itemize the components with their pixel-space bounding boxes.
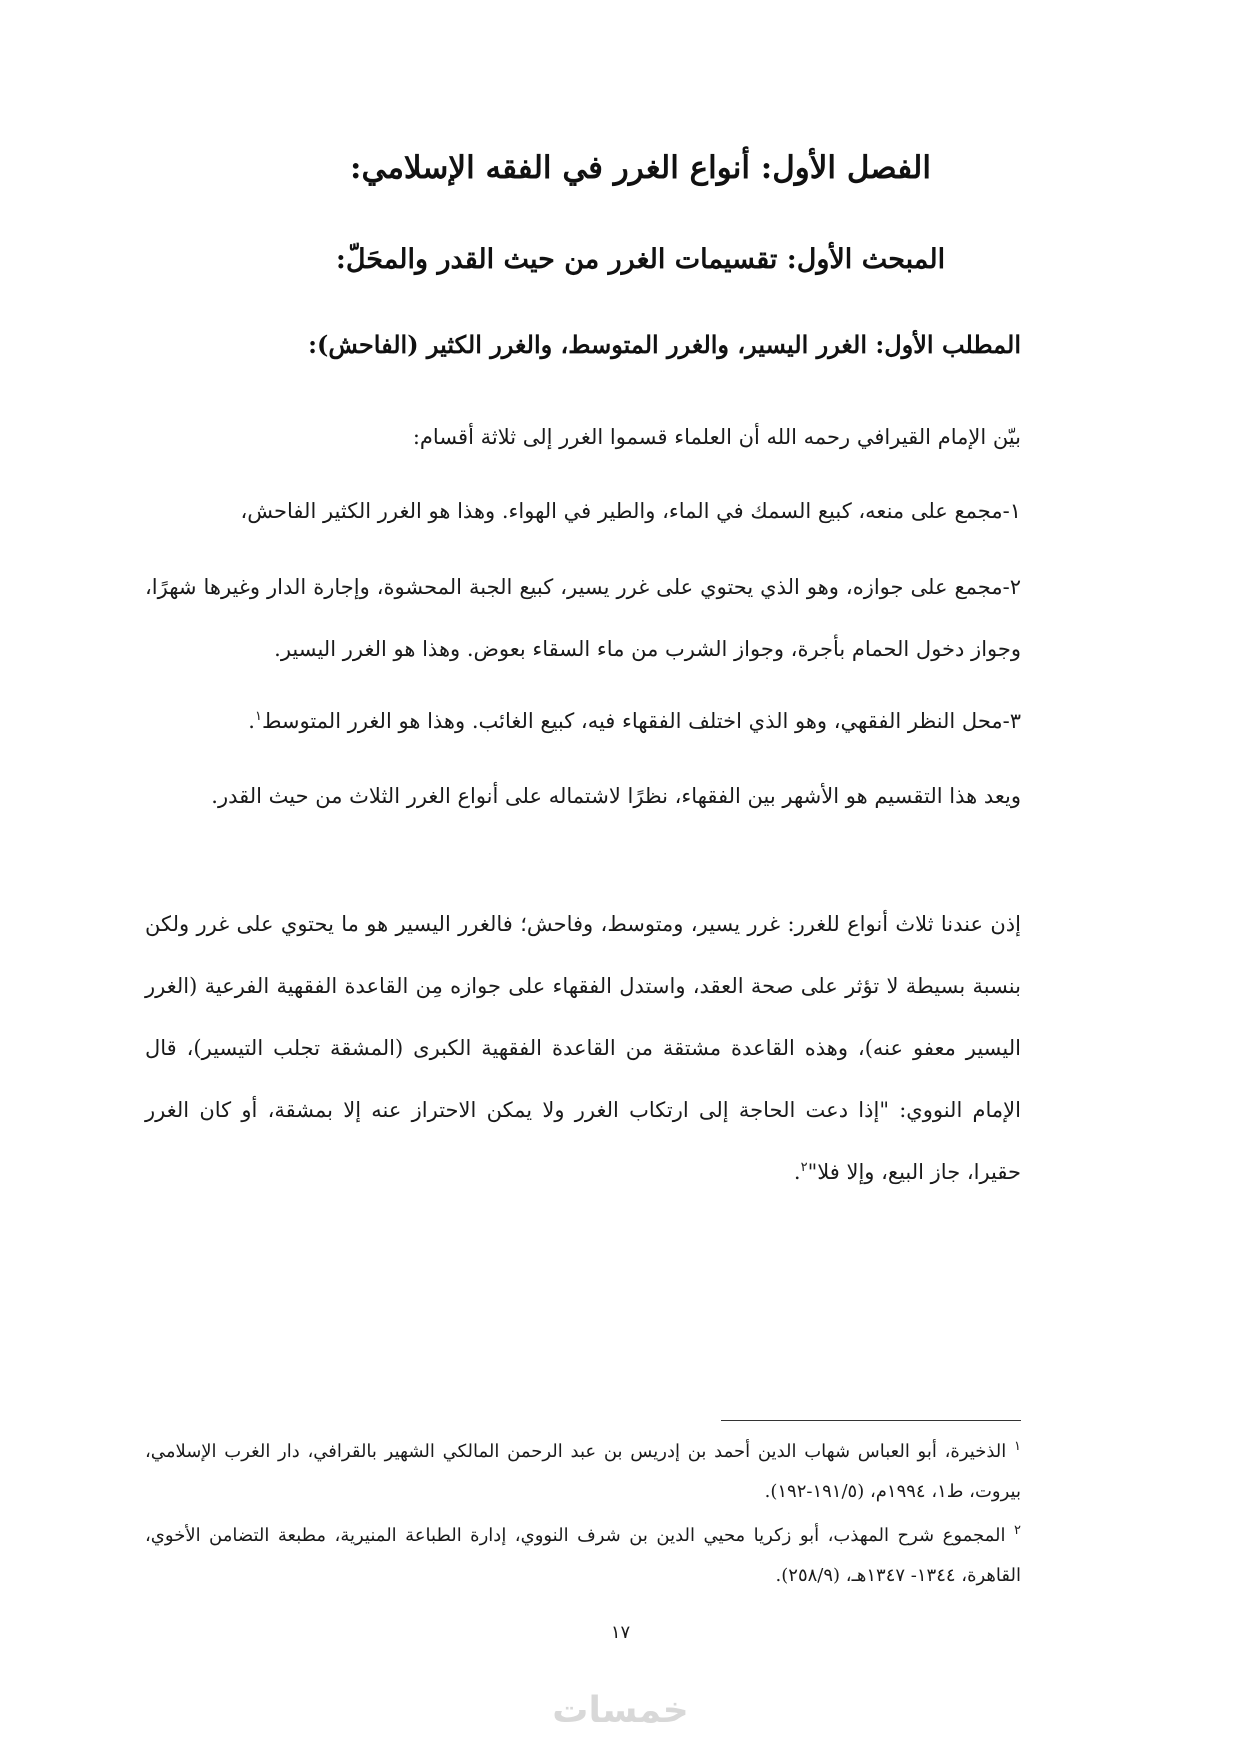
footnote-2 [145,1516,1021,1596]
section-title: المبحث الأول: تقسيمات الغرر من حيث القدر والمحَلّ: [335,244,946,275]
footnote-separator [721,1420,1021,1421]
list-item-1: ١-مجمع على منعه، كبيع السمك في الماء، والطير في الهواء. وهذا هو الغرر الكثير الفاحش، [240,499,1021,523]
paragraph-summary-text: إذن عندنا ثلاث أنواع للغرر: غرر يسير، ومتوسط، وفاحش؛ فالغرر اليسير هو ما يحتوي على غرر ولكن بنسبة بسيطة لا تؤثر على صحة العقد، واستدل الفقهاء على جوازه مِن القاعدة الفقهية الفرعية (الغرر اليسير معفو عنه)، وهذه القاعدة مشتقة من القاعدة الفقهية الكبرى (المشقة تجلب التيسير)، قال الإمام النووي: "إذا دعت الحاجة إلى ارتكاب الغرر ولا يمكن الاحتراز عنه إلا بمشقة، أو كان الغرر حقيرا، جاز البيع، وإلا فلا" [145,912,1021,1184]
subsection-title: المطلب الأول: الغرر اليسير، والغرر المتوسط، والغرر الكثير (الفاحش): [308,330,1021,359]
footnote-number: ١ [1014,1439,1021,1454]
paragraph-summary [145,893,1021,1203]
footnotes [145,1432,1021,1600]
footnote-1 [145,1432,1021,1512]
list-item-3 [145,690,1021,752]
footnote-number: ٢ [1014,1523,1021,1538]
list-item-2: ٢-مجمع على جوازه، وهو الذي يحتوي على غرر يسير، كبيع الجبة المحشوة، وإجارة الدار وغيرها شهرًا، وجواز دخول الحمام بأجرة، وجواز الشرب من ماء السقاء بعوض. وهذا هو الغرر اليسير. [145,575,1021,661]
watermark-logo: خمسات [552,1690,689,1731]
footnote-ref-2[interactable]: ٢ [800,1160,808,1175]
footnote-text: الذخيرة، أبو العباس شهاب الدين أحمد بن إدريس بن عبد الرحمن المالكي الشهير بالقرافي، دار الغرب الإسلامي، بيروت، ط١، ١٩٩٤م، (١٩١/٥-١٩٢). [145,1441,1021,1502]
footnote-text: المجموع شرح المهذب، أبو زكريا محيي الدين بن شرف النووي، إدارة الطباعة المنيرية، مطبعة التضامن الأخوي، القاهرة، ١٣٤٤- ١٣٤٧هـ، (٢٥٨/٩). [145,1525,1021,1586]
chapter-title: الفصل الأول: أنواع الغرر في الفقه الإسلامي: [350,150,931,186]
list-item-3-end: . [248,709,255,733]
footnote-ref-1[interactable]: ١ [254,709,262,724]
page-number: ١٧ [610,1622,631,1643]
paragraph-intro: بيّن الإمام القيرافي رحمه الله أن العلماء قسموا الغرر إلى ثلاثة أقسام: [412,425,1021,449]
list-item-3-text: ٣-محل النظر الفقهي، وهو الذي اختلف الفقهاء فيه، كبيع الغائب. وهذا هو الغرر المتوسط [261,709,1021,733]
paragraph-remark: ويعد هذا التقسيم هو الأشهر بين الفقهاء، نظرًا لاشتماله على أنواع الغرر الثلاث من حيث القدر. [211,784,1021,808]
paragraph-summary-end: . [793,1160,801,1184]
